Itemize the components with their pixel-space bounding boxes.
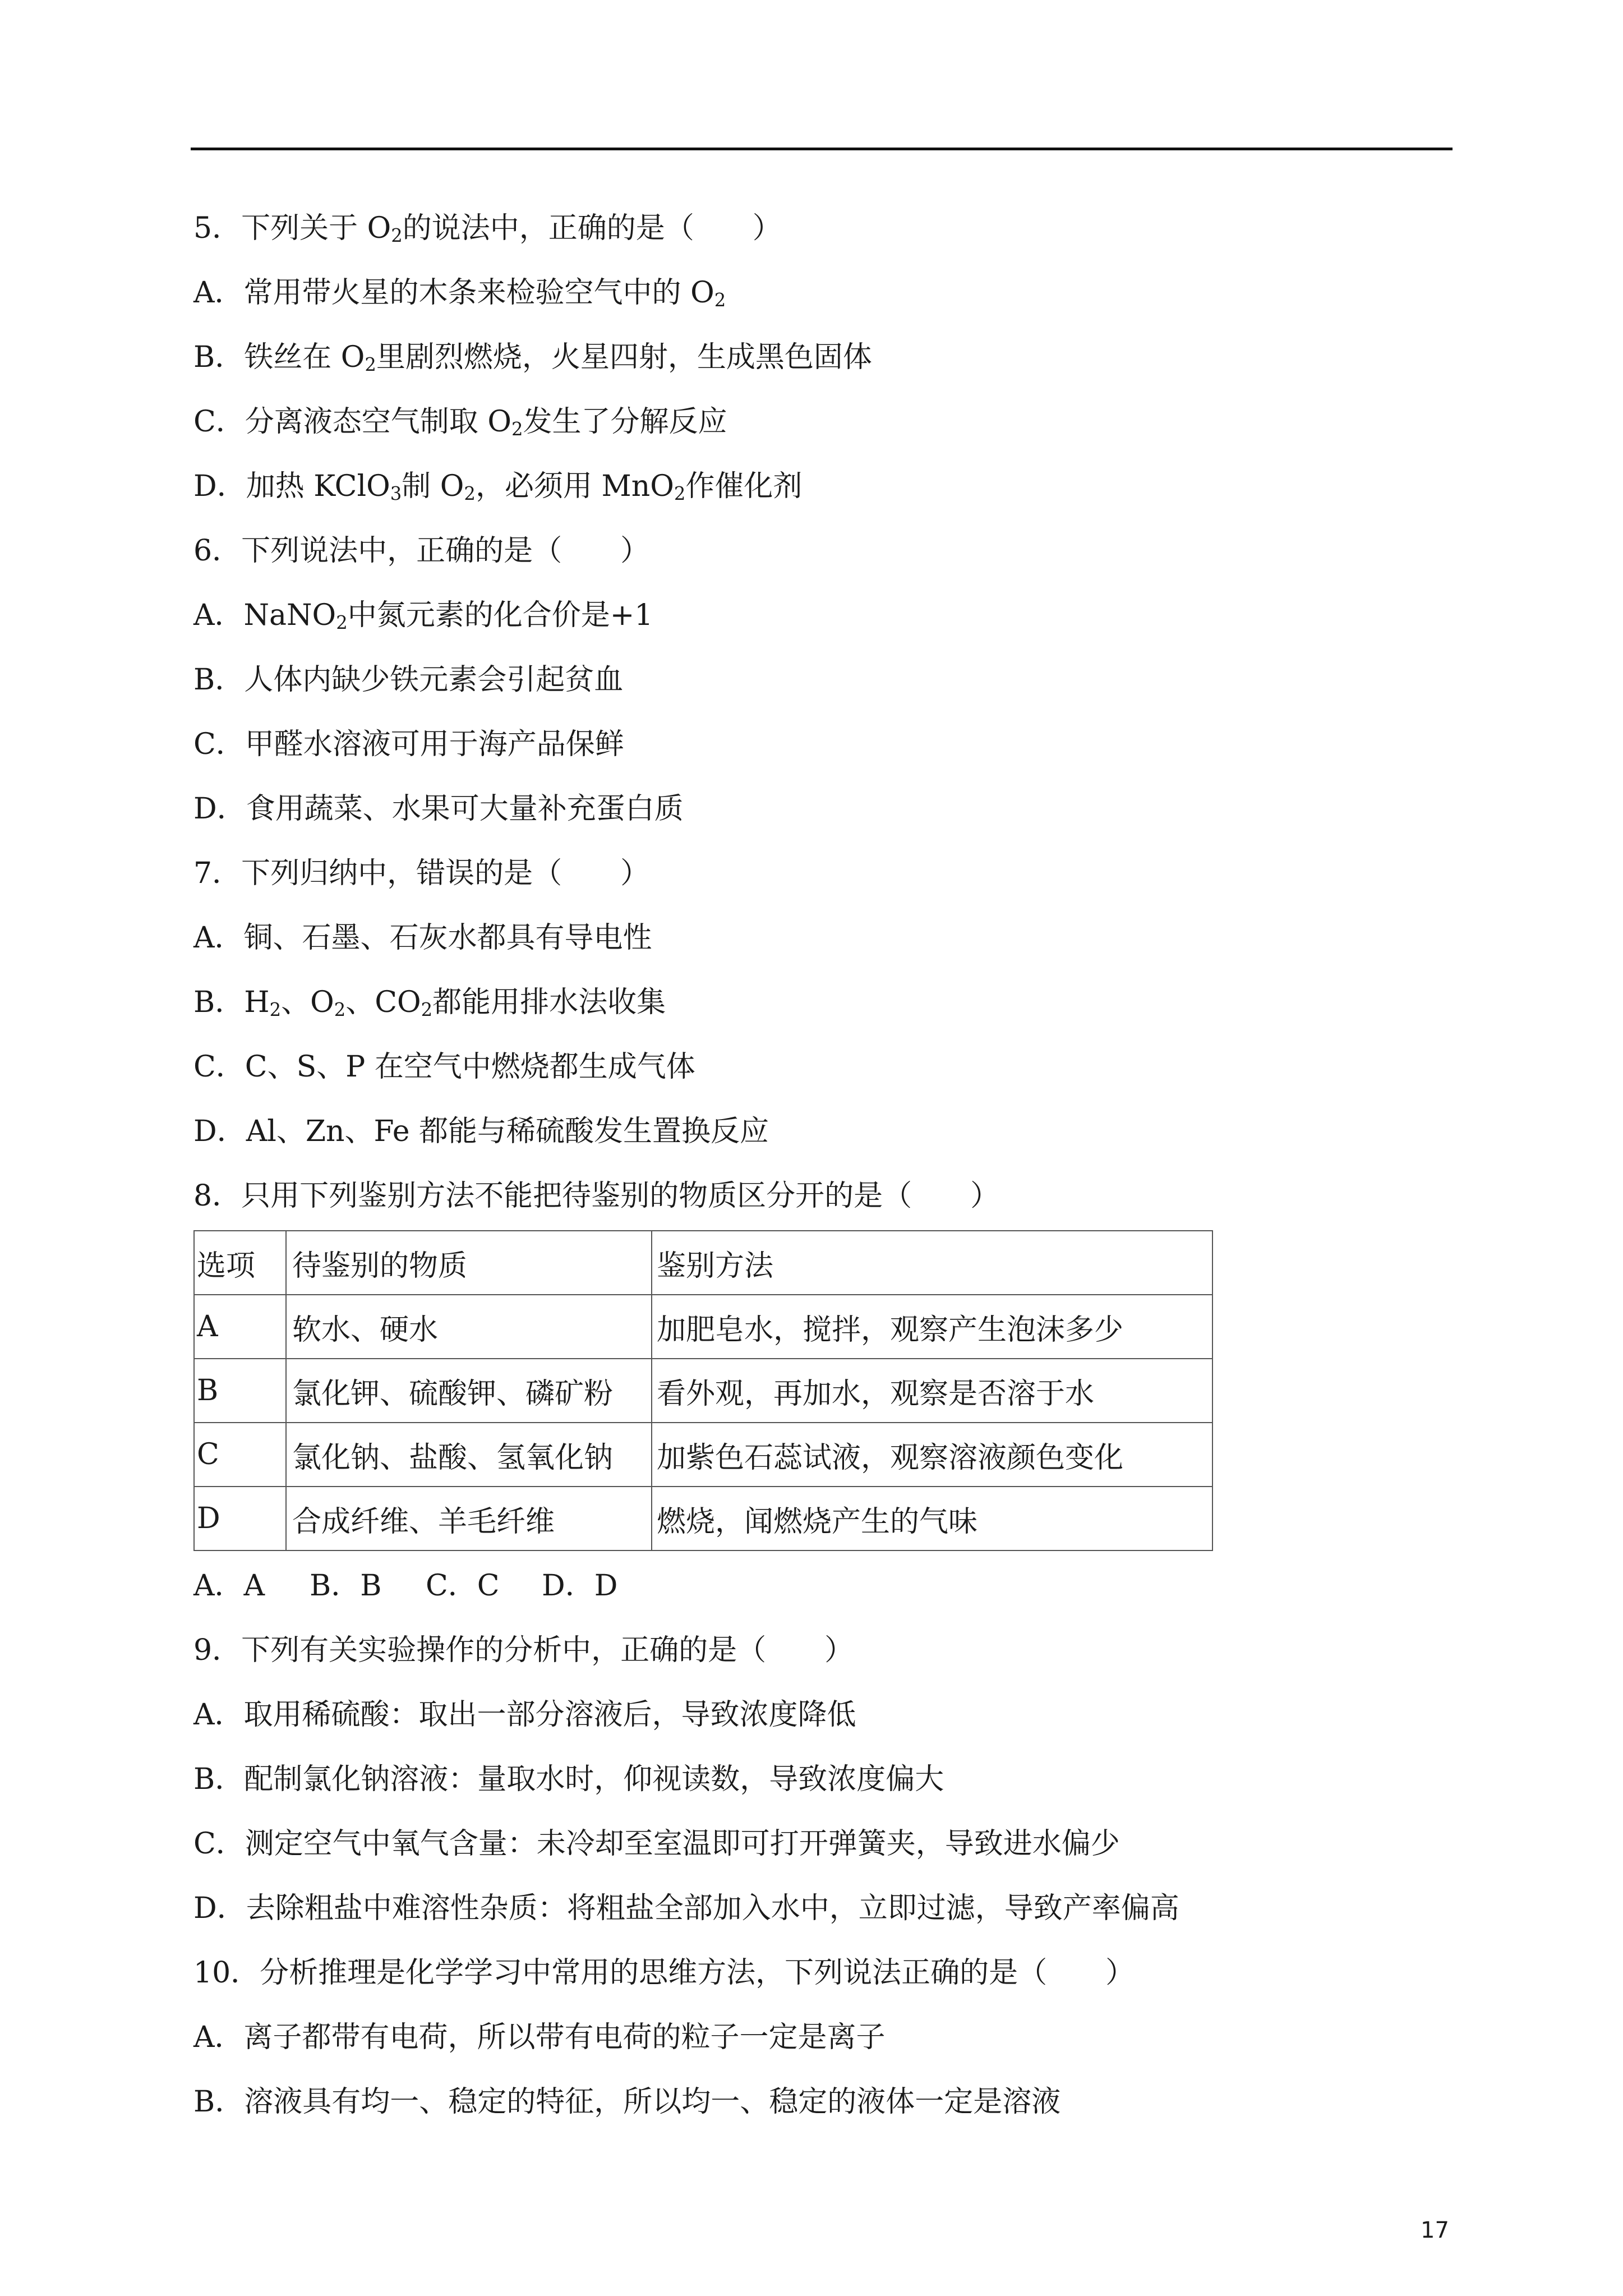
q8-choice-a: A．A [193, 1569, 265, 1603]
q9-option-b: B．配制氯化钠溶液：量取水时，仰视读数，导致浓度偏大 [193, 1763, 944, 1796]
q10-option-a: A．离子都带有电荷，所以带有电荷的粒子一定是离子 [193, 2021, 886, 2054]
q8-stem: 8．只用下列鉴别方法不能把待鉴别的物质区分开的是（ ） [193, 1179, 1000, 1213]
q7-option-c: C．C、S、P 在空气中燃烧都生成气体 [193, 1050, 695, 1084]
table-cell: 合成纤维、羊毛纤维 [286, 1487, 652, 1550]
table-header-row [194, 1231, 1212, 1295]
q8-choice-c: C．C [426, 1569, 500, 1603]
table-cell: 看外观，再加水，观察是否溶于水 [652, 1359, 1212, 1423]
q7-stem: 7．下列归纳中，错误的是（ ） [193, 857, 650, 890]
table-cell: 氯化钠、盐酸、氢氧化钠 [286, 1423, 652, 1487]
q5-stem: 5．下列关于 $O_2$的说法中，正确的是（ ） [193, 211, 782, 247]
q9-option-d: D．去除粗盐中难溶性杂质：将粗盐全部加入水中，立即过滤，导致产率偏高 [193, 1892, 1179, 1925]
q5-option-b: B．铁丝在 $O_2$里剧烈燃烧，火星四射，生成黑色固体 [193, 341, 872, 376]
table-cell: 加紫色石蕊试液，观察溶液颜色变化 [652, 1423, 1212, 1487]
q10-stem: 10．分析推理是化学学习中常用的思维方法，下列说法正确的是（ ） [193, 1956, 1135, 1990]
q8-choices [193, 1568, 617, 1604]
q9-option-c: C．测定空气中氧气含量：未冷却至室温即可打开弹簧夹，导致进水偏少 [193, 1827, 1120, 1861]
q7-option-d: D．Al、Zn、Fe 都能与稀硫酸发生置换反应 [193, 1115, 769, 1148]
header-rule [191, 148, 1453, 150]
q5-option-a: A．常用带火星的木条来检验空气中的 $O_2$ [193, 276, 726, 311]
page-number: 17 [1421, 2217, 1449, 2243]
table-row [194, 1359, 1212, 1423]
q7-option-b: B．$H_2$、$O_2$、$CO_2$都能用排水法收集 [193, 986, 666, 1021]
table-cell: A [194, 1295, 286, 1359]
q6-option-d: D．食用蔬菜、水果可大量补充蛋白质 [193, 792, 684, 826]
q5-option-d: D．加热 KClO$_3$制 $O_2$，必须用 MnO$_2$作催化剂 [193, 470, 803, 505]
table-row [194, 1487, 1212, 1550]
q9-option-a: A．取用稀硫酸：取出一部分溶液后，导致浓度降低 [193, 1698, 856, 1732]
table-cell: D [194, 1487, 286, 1550]
table-cell: 氯化钾、硫酸钾、磷矿粉 [286, 1359, 652, 1423]
table-cell: 加肥皂水，搅拌，观察产生泡沫多少 [652, 1295, 1212, 1359]
q6-option-b: B．人体内缺少铁元素会引起贫血 [193, 663, 624, 697]
table-header: 待鉴别的物质 [286, 1231, 652, 1295]
table-cell: C [194, 1423, 286, 1487]
table-cell: 软水、硬水 [286, 1295, 652, 1359]
q8-choice-d: D．D [542, 1569, 618, 1603]
table-header: 鉴别方法 [652, 1231, 1212, 1295]
table-row [194, 1295, 1212, 1359]
table-cell: B [194, 1359, 286, 1423]
q6-option-a: A．NaNO$_2$中氮元素的化合价是+1 [193, 599, 653, 634]
table-cell: 燃烧，闻燃烧产生的气味 [652, 1487, 1212, 1550]
q5-option-c: C．分离液态空气制取 $O_2$发生了分解反应 [193, 405, 727, 440]
q6-option-c: C．甲醛水溶液可用于海产品保鲜 [193, 728, 624, 761]
table-row [194, 1423, 1212, 1487]
q8-table [193, 1230, 1213, 1551]
q7-option-a: A．铜、石墨、石灰水都具有导电性 [193, 921, 652, 955]
q10-option-b: B．溶液具有均一、稳定的特征，所以均一、稳定的液体一定是溶液 [193, 2085, 1061, 2119]
q8-choice-b: B．B [310, 1569, 382, 1603]
q9-stem: 9．下列有关实验操作的分析中，正确的是（ ） [193, 1634, 854, 1667]
table-header: 选项 [194, 1231, 286, 1295]
q6-stem: 6．下列说法中，正确的是（ ） [193, 534, 650, 568]
